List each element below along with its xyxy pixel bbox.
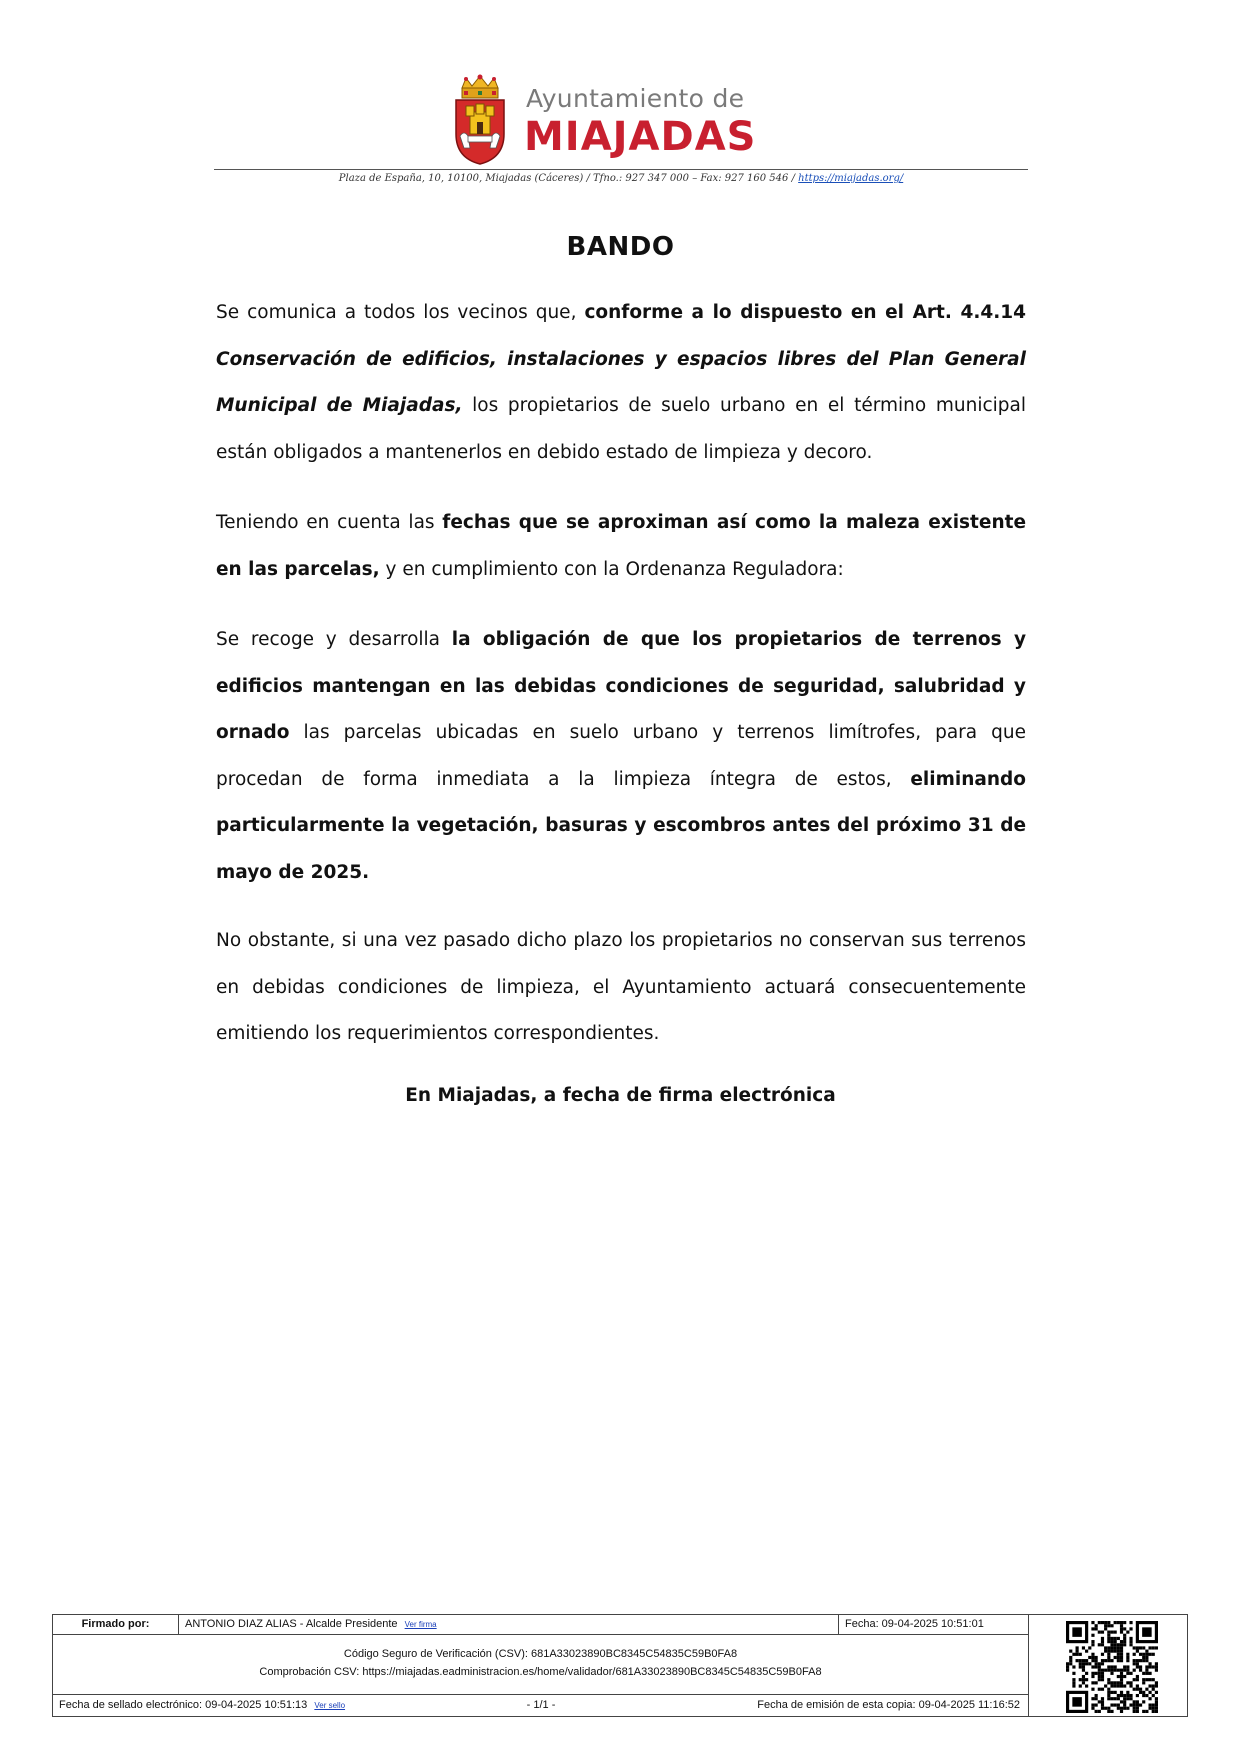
signer-name: ANTONIO DIAZ ALIAS - Alcalde Presidente bbox=[185, 1618, 398, 1630]
p2-bold-1: fechas que se aproximan así como la maleza existente en las parcelas, bbox=[216, 512, 1026, 580]
view-seal-link[interactable]: Ver sello bbox=[314, 1701, 346, 1710]
coat-of-arms-icon bbox=[452, 74, 508, 166]
qr-cell bbox=[1029, 1615, 1187, 1716]
p2-text-1: Teniendo en cuenta las bbox=[216, 512, 443, 533]
p1-text-2: los propietarios de suelo urbano en el término municipal están obligados a mantenerlos en debido estado de limpieza y decoro. bbox=[216, 395, 1026, 463]
brand-subtitle: Ayuntamiento de bbox=[526, 84, 745, 113]
paragraph-1 bbox=[216, 290, 1026, 476]
signer-cell bbox=[179, 1615, 839, 1635]
p3-text-1: Se recoge y desarrolla bbox=[216, 629, 452, 650]
letterhead bbox=[0, 0, 1241, 195]
closing-line: En Miajadas, a fecha de firma electrónica bbox=[405, 1085, 836, 1106]
brand-name: MIAJADAS bbox=[524, 114, 757, 160]
p1-bold-italic-1: Conservación de edificios, instalaciones y espacios libres del Plan General Municipal de Miajadas, bbox=[216, 348, 1026, 416]
signed-by-label: Firmado por: bbox=[53, 1615, 179, 1635]
document-title: BANDO bbox=[566, 232, 675, 262]
csv-block bbox=[53, 1635, 1029, 1695]
view-signature-link[interactable]: Ver firma bbox=[404, 1620, 437, 1629]
header-divider bbox=[214, 169, 1028, 170]
p2-text-2: y en cumplimiento con la Ordenanza Reguladora: bbox=[379, 558, 844, 580]
paragraph-2 bbox=[216, 500, 1026, 593]
paragraph-4 bbox=[216, 918, 1026, 1058]
csv-check-url[interactable]: Comprobación CSV: https://miajadas.eadministracion.es/home/validador/681A33023890BC8345C54835C59B0FA8 bbox=[259, 1666, 822, 1678]
p3-bold-2: eliminando particularmente la vegetación, basuras y escombros antes del próximo 31 de mayo de 2025. bbox=[216, 768, 1026, 883]
p1-text-1: Se comunica a todos los vecinos que, bbox=[216, 302, 585, 323]
signature-date: Fecha: 09-04-2025 10:51:01 bbox=[839, 1615, 1029, 1635]
seal-row bbox=[53, 1695, 1029, 1716]
page-number: - 1/1 - bbox=[526, 1699, 556, 1711]
address-text: Plaza de España, 10, 10100, Miajadas (Cáceres) / Tfno.: 927 347 000 – Fax: 927 160 546 / bbox=[338, 173, 795, 184]
p1-bold-1: conforme a lo dispuesto en el Art. 4.4.14 bbox=[584, 302, 1026, 323]
p3-text-2: las parcelas ubicadas en suelo urbano y terrenos limítrofes, para que procedan de forma inmediata a la limpieza íntegra de estos, bbox=[216, 722, 1026, 790]
paragraph-3 bbox=[216, 617, 1026, 896]
address-line bbox=[214, 173, 1028, 184]
seal-date: Fecha de sellado electrónico: 09-04-2025 10:51:13 bbox=[59, 1699, 308, 1711]
qr-code-icon[interactable] bbox=[1066, 1621, 1158, 1713]
copy-issue-date: Fecha de emisión de esta copia: 09-04-2025 11:16:52 bbox=[757, 1699, 1020, 1711]
csv-code: Código Seguro de Verificación (CSV): 681A33023890BC8345C54835C59B0FA8 bbox=[343, 1648, 738, 1660]
p3-bold-1: la obligación de que los propietarios de terrenos y edificios mantengan en las debidas condiciones de seguridad, salubridad y ornado bbox=[216, 629, 1027, 743]
p4-text-1: No obstante, si una vez pasado dicho plazo los propietarios no conservan sus terrenos en debidas condiciones de limpieza, el Ayuntamiento actuará consecuentemente emitiendo los requerimientos correspondientes. bbox=[216, 930, 1026, 1044]
electronic-signature-box bbox=[52, 1614, 1188, 1717]
website-link[interactable]: https://miajadas.org/ bbox=[798, 173, 904, 184]
